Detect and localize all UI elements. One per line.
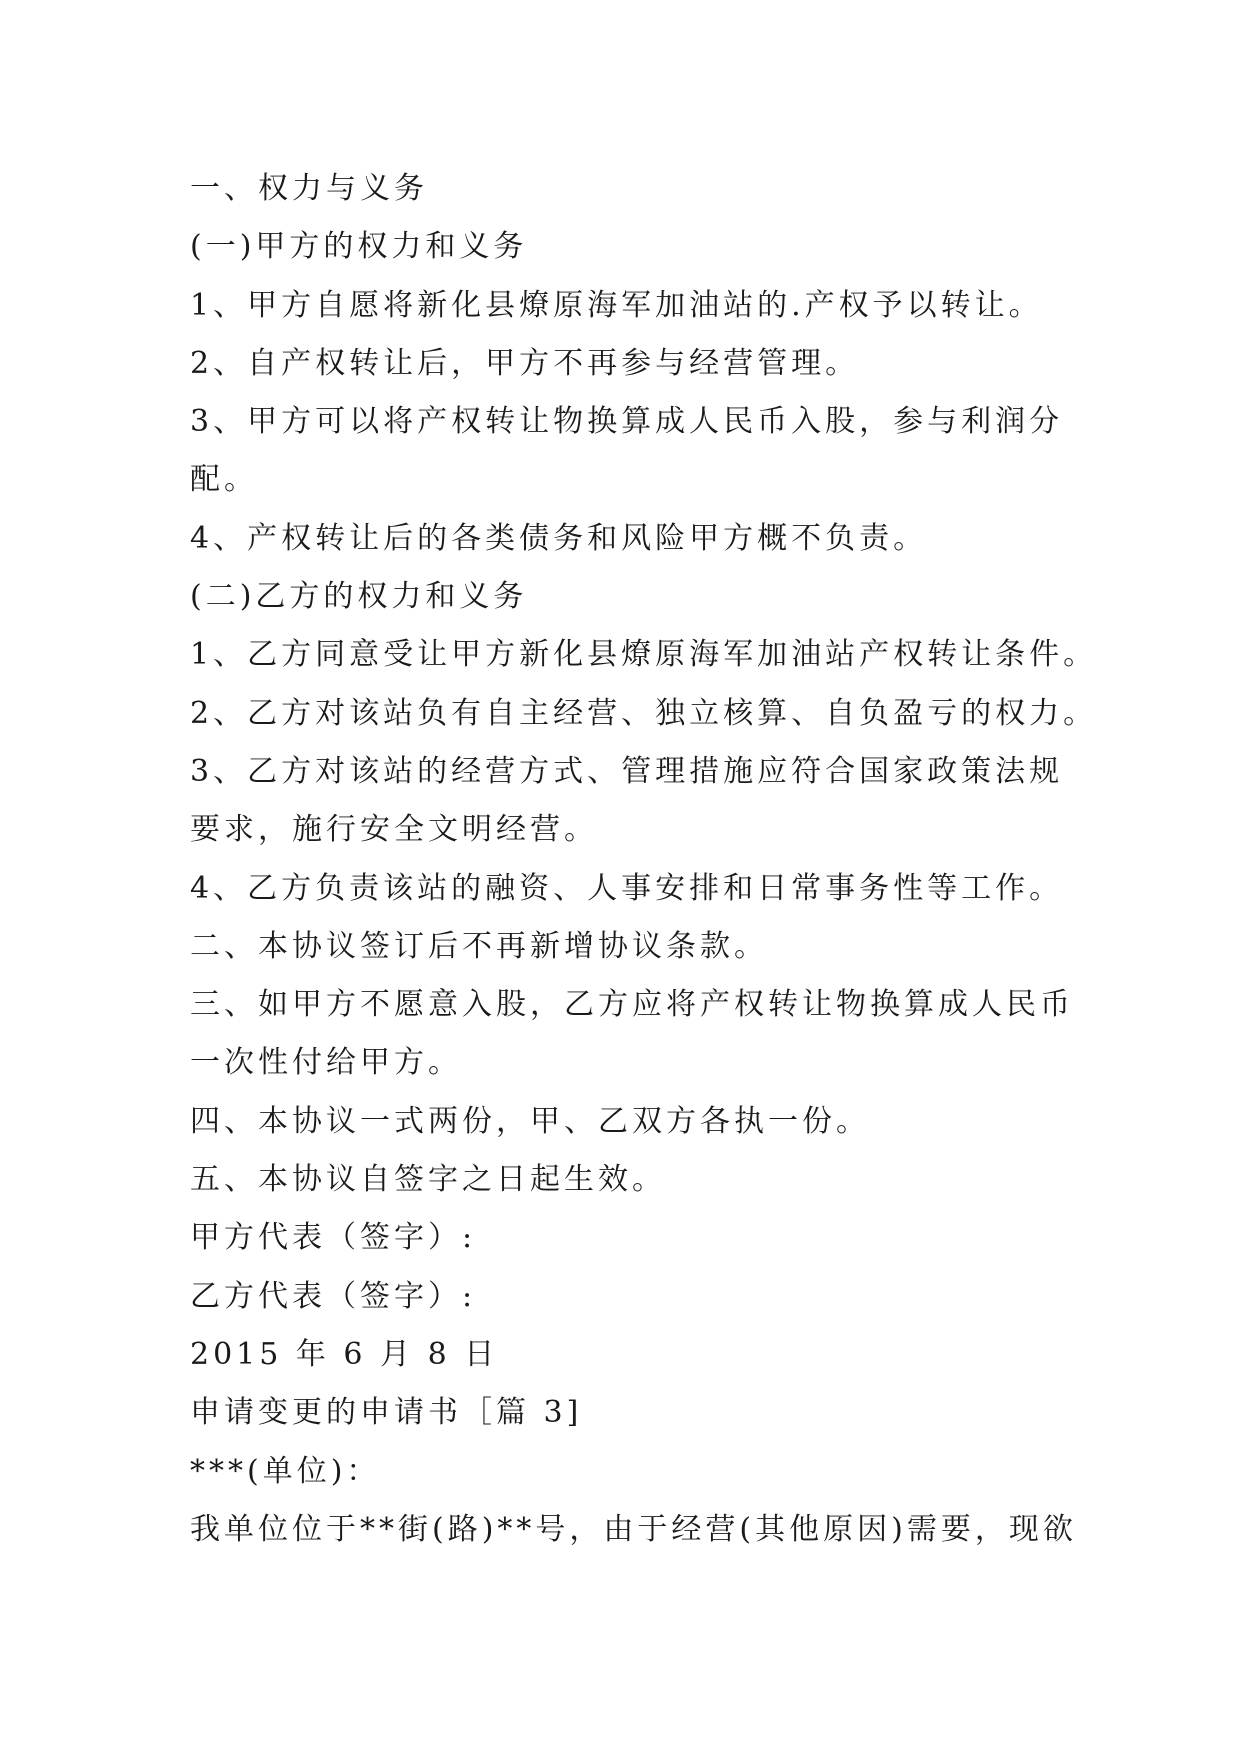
party-a-signature-line: 甲方代表（签字）:: [190, 1220, 477, 1256]
document-body: [190, 160, 1098, 1559]
party-b-item-4: 4、乙方负责该站的融资、人事安排和日常事务性等工作。: [190, 870, 1064, 906]
clause-three: 三、如甲方不愿意入股，乙方应将产权转让物换算成人民币: [190, 987, 1074, 1023]
party-b-item-3: 3、乙方对该站的经营方式、管理措施应符合国家政策法规: [190, 753, 1064, 789]
party-a-item-3: 3、甲方可以将产权转让物换算成人民币入股，参与利润分: [190, 404, 1064, 440]
party-a-item-3-continued: 配。: [190, 462, 258, 498]
next-article-title: 申请变更的申请书［篇 3]: [190, 1395, 583, 1431]
clause-four: 四、本协议一式两份，甲、乙双方各执一份。: [190, 1103, 870, 1139]
party-a-item-4: 4、产权转让后的各类债务和风险甲方概不负责。: [190, 520, 928, 556]
party-a-item-2: 2、自产权转让后，甲方不再参与经营管理。: [190, 345, 860, 381]
section-heading-rights-obligations: 一、权力与义务: [190, 171, 428, 206]
party-b-item-2: 2、乙方对该站负有自主经营、独立核算、自负盈亏的权力。: [190, 695, 1098, 731]
party-b-item-1: 1、乙方同意受让甲方新化县燎原海军加油站产权转让条件。: [190, 637, 1098, 673]
letter-addressee: ***(单位)：: [190, 1453, 381, 1489]
clause-three-continued: 一次性付给甲方。: [190, 1045, 462, 1081]
letter-body-line: 我单位位于**街(路)**号，由于经营(其他原因)需要，现欲: [190, 1511, 1077, 1547]
clause-five: 五、本协议自签字之日起生效。: [190, 1162, 666, 1198]
party-b-item-3-continued: 要求，施行安全文明经营。: [190, 812, 598, 848]
clause-two: 二、本协议签订后不再新增协议条款。: [190, 928, 768, 964]
subheading-party-b: (二)乙方的权力和义务: [190, 579, 528, 615]
party-b-signature-line: 乙方代表（签字）:: [190, 1278, 477, 1314]
document-date: 2015 年 6 月 8 日: [190, 1336, 499, 1372]
party-a-item-1: 1、甲方自愿将新化县燎原海军加油站的.产权予以转让。: [190, 287, 1043, 323]
subheading-party-a: (一)甲方的权力和义务: [190, 229, 528, 265]
